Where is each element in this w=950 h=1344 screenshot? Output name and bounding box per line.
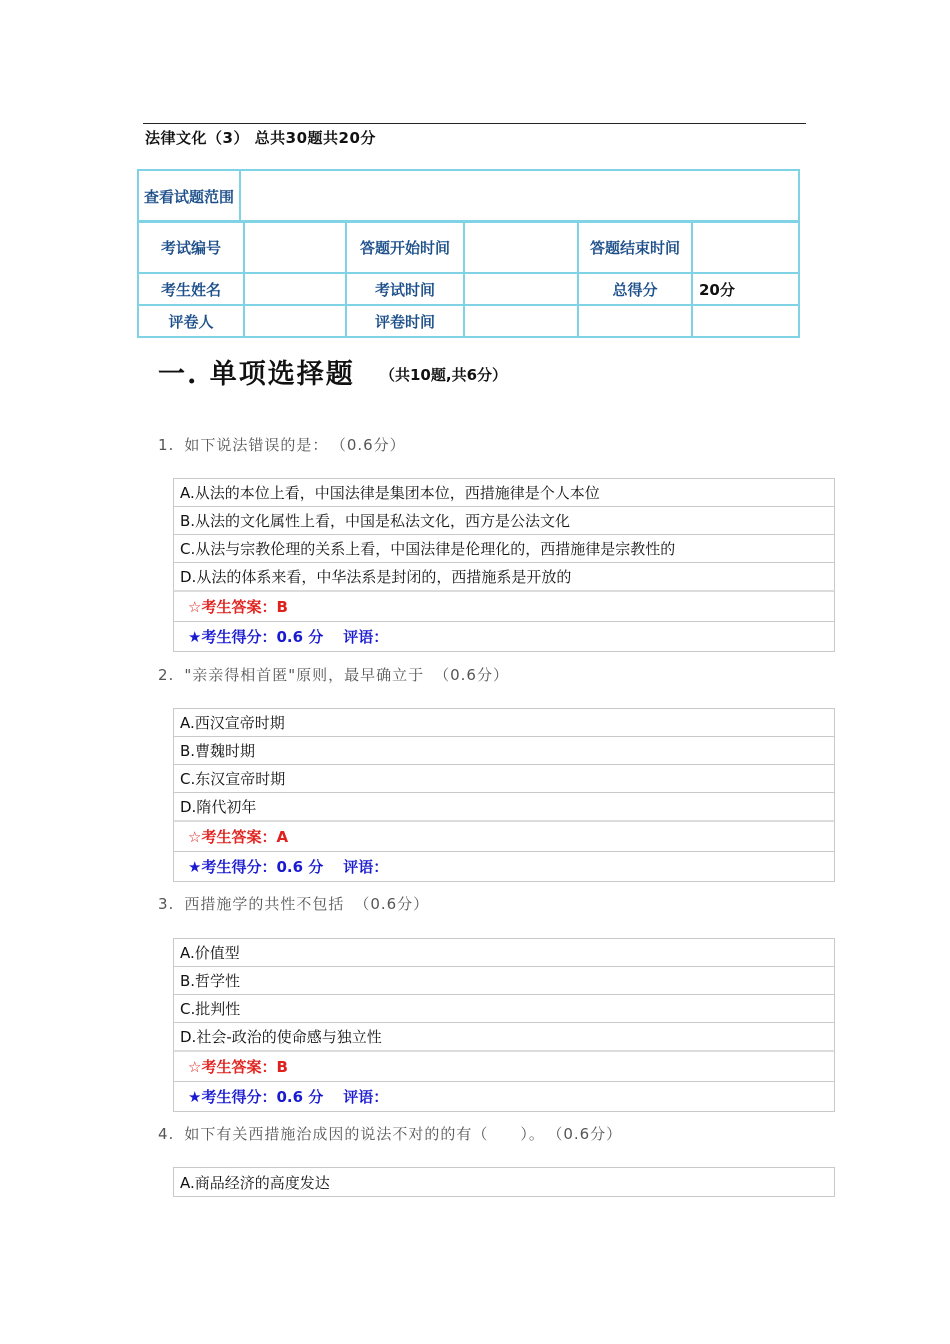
section-title: 一. 单项选择题 xyxy=(158,359,355,390)
question-points: （0.6分） xyxy=(338,436,406,454)
option-b[interactable]: B.从法的文化属性上看，中国是私法文化，西方是公法文化 xyxy=(173,506,835,534)
option-b[interactable]: B.哲学性 xyxy=(173,966,835,994)
student-answer xyxy=(173,590,835,621)
score-text: ★考生得分：0.6 分 xyxy=(188,1088,324,1106)
question-4 xyxy=(158,1123,622,1144)
question-number: 4. xyxy=(158,1125,175,1143)
exam-time-label: 考试时间 xyxy=(346,273,464,305)
question-number: 1. xyxy=(158,436,175,454)
question-number: 2. xyxy=(158,666,175,684)
name-value xyxy=(244,273,346,305)
blank-cell xyxy=(578,305,692,337)
question-points: （0.6分） xyxy=(354,895,430,913)
question-1 xyxy=(158,434,406,455)
score-text: ★考生得分：0.6 分 xyxy=(188,858,324,876)
question-text: "亲亲得相首匿"原则，最早确立于 xyxy=(184,666,425,684)
page-title: 法律文化（3） 总共30题共20分 xyxy=(145,129,376,147)
answer-text: ☆考生答案：B xyxy=(188,1058,288,1076)
comment-label: 评语： xyxy=(343,858,389,876)
option-c[interactable]: C.从法与宗教伦理的关系上看，中国法律是伦理化的，西措施律是宗教性的 xyxy=(173,534,835,562)
start-time-label: 答题开始时间 xyxy=(346,221,464,273)
grader-value xyxy=(244,305,346,337)
question-text: 如下说法错误的是： xyxy=(184,436,329,454)
option-a[interactable]: A.商品经济的高度发达 xyxy=(173,1167,835,1197)
question-4-options xyxy=(173,1167,835,1197)
option-a[interactable]: A.从法的本位上看，中国法律是集团本位，西措施律是个人本位 xyxy=(173,478,835,506)
student-answer xyxy=(173,1050,835,1081)
blank-cell xyxy=(692,305,799,337)
option-d[interactable]: D.从法的体系来看，中华法系是封闭的，西措施系是开放的 xyxy=(173,562,835,590)
name-label: 考生姓名 xyxy=(138,273,244,305)
option-d[interactable]: D.社会-政治的使命感与独立性 xyxy=(173,1022,835,1050)
grade-time-value xyxy=(464,305,578,337)
exam-info-table xyxy=(137,220,800,338)
scope-label: 查看试题范围 xyxy=(138,170,240,222)
comment-label: 评语： xyxy=(343,628,389,646)
option-c[interactable]: C.东汉宣帝时期 xyxy=(173,764,835,792)
question-2 xyxy=(158,664,509,685)
question-1-options xyxy=(173,478,835,652)
question-points: （0.6分） xyxy=(554,1125,623,1143)
question-3-options xyxy=(173,938,835,1112)
exam-time-value xyxy=(464,273,578,305)
student-answer xyxy=(173,820,835,851)
question-points: （0.6分） xyxy=(434,666,509,684)
option-a[interactable]: A.西汉宣帝时期 xyxy=(173,708,835,736)
question-text: 西措施学的共性不包括 xyxy=(184,895,345,913)
question-3 xyxy=(158,893,429,914)
option-d[interactable]: D.隋代初年 xyxy=(173,792,835,820)
scope-value xyxy=(240,170,799,222)
end-time-label: 答题结束时间 xyxy=(578,221,692,273)
exam-no-value xyxy=(244,221,346,273)
question-2-options xyxy=(173,708,835,882)
answer-text: ☆考生答案：B xyxy=(188,598,288,616)
option-b[interactable]: B.曹魏时期 xyxy=(173,736,835,764)
option-c[interactable]: C.批判性 xyxy=(173,994,835,1022)
scope-table xyxy=(137,169,800,223)
total-score-value: 20分 xyxy=(692,273,799,305)
student-score xyxy=(173,851,835,882)
comment-label: 评语： xyxy=(343,1088,389,1106)
student-score xyxy=(173,1081,835,1112)
question-text: 如下有关西措施治成因的说法不对的的有（ ）。 xyxy=(184,1125,545,1143)
score-text: ★考生得分：0.6 分 xyxy=(188,628,324,646)
question-number: 3. xyxy=(158,895,175,913)
student-score xyxy=(173,621,835,652)
start-time-value xyxy=(464,221,578,273)
end-time-value xyxy=(692,221,799,273)
grader-label: 评卷人 xyxy=(138,305,244,337)
section-note: （共10题,共6分） xyxy=(380,366,508,384)
exam-no-label: 考试编号 xyxy=(138,221,244,273)
total-score-label: 总得分 xyxy=(578,273,692,305)
answer-text: ☆考生答案：A xyxy=(188,828,289,846)
header-rule xyxy=(143,123,806,124)
grade-time-label: 评卷时间 xyxy=(346,305,464,337)
option-a[interactable]: A.价值型 xyxy=(173,938,835,966)
